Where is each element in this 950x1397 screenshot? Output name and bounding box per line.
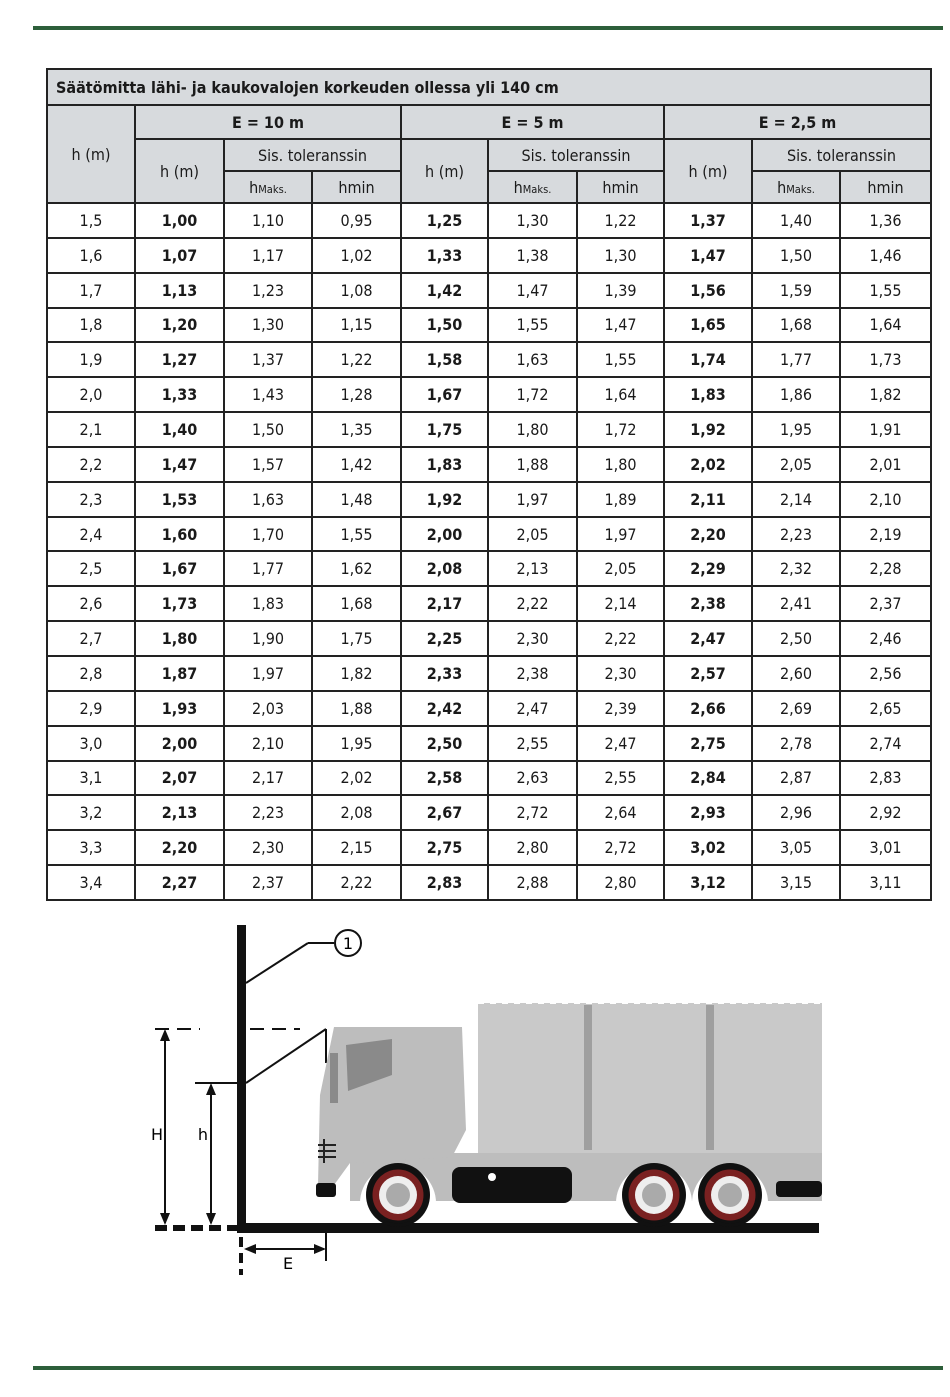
aim-height-value: 1,07 (135, 238, 224, 273)
hmin-value: 2,08 (312, 795, 401, 830)
aim-height-value: 1,20 (135, 308, 224, 343)
table-row (47, 726, 931, 761)
tolerance-header: Sis. toleranssin (752, 139, 931, 171)
E-arrow-left (244, 1244, 256, 1254)
aim-height-value: 1,67 (135, 551, 224, 586)
aim-height-value: 2,75 (401, 830, 488, 865)
hmax-value: 2,88 (488, 865, 577, 900)
row-h-value: 3,1 (47, 761, 135, 796)
hmax-value: 1,72 (488, 377, 577, 412)
table-row (47, 621, 931, 656)
aim-height-value: 1,83 (401, 447, 488, 482)
hmin-value: 1,72 (577, 412, 664, 447)
hmin-value: 1,82 (312, 656, 401, 691)
hmin-value: 1,28 (312, 377, 401, 412)
hmin-value: 1,55 (312, 517, 401, 552)
table-row (47, 586, 931, 621)
aim-height-value: 2,50 (401, 726, 488, 761)
h-arrow-bottom (206, 1213, 216, 1225)
aim-height-value: 2,17 (401, 586, 488, 621)
hmin-value: 0,95 (312, 203, 401, 238)
aim-height-value: 1,33 (401, 238, 488, 273)
hmin-value: 2,64 (577, 795, 664, 830)
hmax-value: 1,30 (488, 203, 577, 238)
row-h-value: 1,7 (47, 273, 135, 308)
hmax-value: 2,60 (752, 656, 840, 691)
table-row (47, 761, 931, 796)
hmin-value: 2,22 (312, 865, 401, 900)
hmax-value: 2,13 (488, 551, 577, 586)
group-e25-header: E = 2,5 m (664, 105, 931, 139)
rear-wheel (698, 1163, 762, 1227)
hmin-value: 2,22 (577, 621, 664, 656)
aim-height-value: 1,00 (135, 203, 224, 238)
row-h-value: 2,0 (47, 377, 135, 412)
aim-height-value: 2,02 (664, 447, 752, 482)
aim-height-value: 1,33 (135, 377, 224, 412)
aim-height-value: 2,25 (401, 621, 488, 656)
rear-bumper (776, 1181, 822, 1197)
aim-height-value: 1,53 (135, 482, 224, 517)
hmin-value: 2,72 (577, 830, 664, 865)
aim-height-value: 1,13 (135, 273, 224, 308)
table-row (47, 412, 931, 447)
table-row (47, 691, 931, 726)
hmin-value: 2,10 (840, 482, 931, 517)
truck-cargo-box (478, 1003, 822, 1153)
H-arrow-bottom (160, 1213, 170, 1225)
bottom-rule (33, 1366, 943, 1370)
hmax-header: hMaks. (488, 171, 577, 203)
hmax-value: 2,30 (488, 621, 577, 656)
hmax-value: 2,17 (224, 761, 312, 796)
hmin-value: 1,35 (312, 412, 401, 447)
aim-height-value: 2,20 (135, 830, 224, 865)
fuel-cap (488, 1173, 496, 1181)
hmin-value: 2,56 (840, 656, 931, 691)
row-h-value: 3,0 (47, 726, 135, 761)
row-h-value: 2,9 (47, 691, 135, 726)
hmax-value: 1,30 (224, 308, 312, 343)
hmin-value: 1,55 (577, 342, 664, 377)
hmax-value: 1,10 (224, 203, 312, 238)
aim-height-table (46, 68, 932, 901)
hmin-value: 2,01 (840, 447, 931, 482)
hmax-value: 1,59 (752, 273, 840, 308)
aim-height-value: 2,57 (664, 656, 752, 691)
hmax-value: 1,90 (224, 621, 312, 656)
front-bumper (316, 1183, 336, 1197)
hmin-value: 1,30 (577, 238, 664, 273)
aim-height-value: 1,73 (135, 586, 224, 621)
hmax-value: 2,63 (488, 761, 577, 796)
aim-height-value: 2,75 (664, 726, 752, 761)
row-h-value: 3,2 (47, 795, 135, 830)
aim-height-value: 1,56 (664, 273, 752, 308)
table-row (47, 308, 931, 343)
row-h-value: 2,6 (47, 586, 135, 621)
aim-height-value: 2,67 (401, 795, 488, 830)
hmin-value: 1,02 (312, 238, 401, 273)
hmax-value: 1,88 (488, 447, 577, 482)
table-row (47, 447, 931, 482)
hmin-value: 1,08 (312, 273, 401, 308)
hmin-value: 2,30 (577, 656, 664, 691)
table-body (47, 203, 931, 900)
E-label: E (282, 1254, 294, 1273)
cargo-rib (706, 1005, 714, 1150)
aim-height-value: 2,93 (664, 795, 752, 830)
aim-height-value: 1,67 (401, 377, 488, 412)
aim-height-value: 1,80 (135, 621, 224, 656)
hmax-value: 2,55 (488, 726, 577, 761)
hmax-value: 1,77 (752, 342, 840, 377)
hmax-value: 2,03 (224, 691, 312, 726)
hmax-value: 1,50 (224, 412, 312, 447)
hmin-value: 1,82 (840, 377, 931, 412)
hmax-value: 1,63 (488, 342, 577, 377)
hmin-value: 1,62 (312, 551, 401, 586)
aim-height-value: 2,42 (401, 691, 488, 726)
hmin-value: 2,74 (840, 726, 931, 761)
headlight-aim-diagram (0, 905, 950, 1285)
hmax-value: 1,55 (488, 308, 577, 343)
aim-height-value: 1,47 (135, 447, 224, 482)
row-h-value: 1,8 (47, 308, 135, 343)
row-h-value: 2,1 (47, 412, 135, 447)
aim-height-value: 2,66 (664, 691, 752, 726)
aim-height-value: 2,84 (664, 761, 752, 796)
group-e10-header: E = 10 m (135, 105, 401, 139)
table-row (47, 865, 931, 900)
hmax-value: 1,50 (752, 238, 840, 273)
aim-height-value: 1,37 (664, 203, 752, 238)
hmax-value: 1,80 (488, 412, 577, 447)
hmax-value: 2,05 (488, 517, 577, 552)
hmin-value: 3,01 (840, 830, 931, 865)
aim-height-value: 1,87 (135, 656, 224, 691)
table-row (47, 551, 931, 586)
aim-height-value: 2,27 (135, 865, 224, 900)
hmax-value: 2,10 (224, 726, 312, 761)
front-wheel (366, 1163, 430, 1227)
hmax-value: 2,22 (488, 586, 577, 621)
hmin-value: 2,37 (840, 586, 931, 621)
row-h-value: 3,4 (47, 865, 135, 900)
hmax-value: 3,15 (752, 865, 840, 900)
rear-wheel (622, 1163, 686, 1227)
row-h-value: 1,9 (47, 342, 135, 377)
hmin-value: 1,88 (312, 691, 401, 726)
hmax-value: 1,97 (488, 482, 577, 517)
table-row (47, 203, 931, 238)
cargo-rib (584, 1005, 592, 1150)
tolerance-header: Sis. toleranssin (224, 139, 401, 171)
hmax-value: 2,30 (224, 830, 312, 865)
table-row (47, 795, 931, 830)
E-arrow-right (314, 1244, 326, 1254)
hmax-value: 3,05 (752, 830, 840, 865)
aim-height-value: 1,93 (135, 691, 224, 726)
hmin-value: 2,46 (840, 621, 931, 656)
hmin-value: 1,42 (312, 447, 401, 482)
aim-height-value: 1,25 (401, 203, 488, 238)
hmin-value: 1,75 (312, 621, 401, 656)
hmin-value: 1,36 (840, 203, 931, 238)
hmin-value: 2,14 (577, 586, 664, 621)
table-row (47, 238, 931, 273)
hmin-header: hmin (840, 171, 931, 203)
table-row (47, 517, 931, 552)
aim-height-value: 1,50 (401, 308, 488, 343)
aim-height-value: 1,75 (401, 412, 488, 447)
aim-height-value: 1,92 (664, 412, 752, 447)
h-arrow-top (206, 1083, 216, 1095)
table-row (47, 656, 931, 691)
sub-h-header: h (m) (135, 139, 224, 203)
hmin-value: 2,83 (840, 761, 931, 796)
hmin-value: 1,22 (312, 342, 401, 377)
callout-leader (246, 943, 308, 983)
H-label: H (150, 1125, 164, 1144)
row-h-value: 2,2 (47, 447, 135, 482)
row-h-value: 2,5 (47, 551, 135, 586)
aim-height-value: 2,83 (401, 865, 488, 900)
hmin-value: 2,47 (577, 726, 664, 761)
aim-height-value: 1,60 (135, 517, 224, 552)
hmax-value: 1,43 (224, 377, 312, 412)
row-h-value: 3,3 (47, 830, 135, 865)
aim-height-value: 2,00 (401, 517, 488, 552)
aim-height-value: 2,11 (664, 482, 752, 517)
hmin-value: 1,46 (840, 238, 931, 273)
aim-height-value: 2,47 (664, 621, 752, 656)
hmin-value: 3,11 (840, 865, 931, 900)
table-row (47, 273, 931, 308)
table-row (47, 482, 931, 517)
aim-height-value: 1,74 (664, 342, 752, 377)
aim-height-value: 2,33 (401, 656, 488, 691)
hmin-value: 1,73 (840, 342, 931, 377)
hmax-value: 1,83 (224, 586, 312, 621)
hmax-value: 2,23 (752, 517, 840, 552)
hmin-value: 1,55 (840, 273, 931, 308)
aim-height-value: 1,83 (664, 377, 752, 412)
hmax-value: 2,37 (224, 865, 312, 900)
hmax-value: 2,72 (488, 795, 577, 830)
hmax-value: 1,17 (224, 238, 312, 273)
row-h-value: 2,3 (47, 482, 135, 517)
h-label: h (197, 1125, 209, 1144)
hmax-value: 1,68 (752, 308, 840, 343)
headlight-beam (246, 1029, 326, 1083)
hmin-header: hmin (577, 171, 664, 203)
hmin-value: 1,48 (312, 482, 401, 517)
hmax-value: 1,57 (224, 447, 312, 482)
hmax-value: 1,95 (752, 412, 840, 447)
aim-height-value: 2,00 (135, 726, 224, 761)
hmax-value: 1,77 (224, 551, 312, 586)
hmin-value: 2,15 (312, 830, 401, 865)
group-e5-header: E = 5 m (401, 105, 664, 139)
hmin-value: 2,55 (577, 761, 664, 796)
hmin-value: 2,02 (312, 761, 401, 796)
row-h-value: 2,7 (47, 621, 135, 656)
hmax-value: 1,86 (752, 377, 840, 412)
table-row (47, 342, 931, 377)
hmin-value: 2,92 (840, 795, 931, 830)
sub-h-header: h (m) (664, 139, 752, 203)
aim-height-value: 1,58 (401, 342, 488, 377)
aim-screen (237, 925, 246, 1232)
hmin-value: 2,05 (577, 551, 664, 586)
hmax-value: 2,87 (752, 761, 840, 796)
aim-height-value: 2,29 (664, 551, 752, 586)
hmin-header: hmin (312, 171, 401, 203)
aim-height-value: 2,08 (401, 551, 488, 586)
table-title: Säätömitta lähi- ja kaukovalojen korkeuden ollessa yli 140 cm (47, 69, 931, 105)
row-h-value: 2,8 (47, 656, 135, 691)
hmax-value: 2,50 (752, 621, 840, 656)
hmax-value: 2,23 (224, 795, 312, 830)
table-row (47, 377, 931, 412)
hmax-value: 1,37 (224, 342, 312, 377)
aim-height-value: 2,58 (401, 761, 488, 796)
hmin-value: 1,68 (312, 586, 401, 621)
aim-height-value: 1,92 (401, 482, 488, 517)
row-h-value: 1,6 (47, 238, 135, 273)
aim-height-value: 3,12 (664, 865, 752, 900)
hmin-value: 2,39 (577, 691, 664, 726)
truck-illustration (316, 1003, 822, 1227)
fuel-tank (452, 1167, 572, 1203)
hmin-value: 2,28 (840, 551, 931, 586)
hmin-value: 1,47 (577, 308, 664, 343)
hmin-value: 1,80 (577, 447, 664, 482)
hmin-value: 1,64 (840, 308, 931, 343)
callout-number: 1 (342, 934, 354, 953)
aim-height-value: 1,65 (664, 308, 752, 343)
hmax-value: 2,38 (488, 656, 577, 691)
hmin-value: 1,64 (577, 377, 664, 412)
aim-height-value: 1,27 (135, 342, 224, 377)
aim-height-value: 2,13 (135, 795, 224, 830)
hmin-value: 2,80 (577, 865, 664, 900)
tolerance-header: Sis. toleranssin (488, 139, 664, 171)
hmin-value: 1,15 (312, 308, 401, 343)
hmax-value: 1,47 (488, 273, 577, 308)
aim-height-value: 2,07 (135, 761, 224, 796)
hmin-value: 1,91 (840, 412, 931, 447)
aim-height-value: 1,42 (401, 273, 488, 308)
hmax-header: hMaks. (752, 171, 840, 203)
hmin-value: 1,97 (577, 517, 664, 552)
sub-h-header: h (m) (401, 139, 488, 203)
row-h-value: 2,4 (47, 517, 135, 552)
H-arrow-top (160, 1029, 170, 1041)
hmax-value: 1,38 (488, 238, 577, 273)
hmax-header: hMaks. (224, 171, 312, 203)
hmin-value: 1,22 (577, 203, 664, 238)
hmin-value: 1,89 (577, 482, 664, 517)
hmax-value: 2,47 (488, 691, 577, 726)
top-rule (33, 26, 943, 30)
hmin-value: 1,95 (312, 726, 401, 761)
hmax-value: 2,96 (752, 795, 840, 830)
hmax-value: 2,78 (752, 726, 840, 761)
hmax-value: 1,23 (224, 273, 312, 308)
hmin-value: 1,39 (577, 273, 664, 308)
hmax-value: 1,40 (752, 203, 840, 238)
hmin-value: 2,19 (840, 517, 931, 552)
hmax-value: 2,14 (752, 482, 840, 517)
aim-height-value: 3,02 (664, 830, 752, 865)
hmax-value: 1,63 (224, 482, 312, 517)
hmax-value: 2,05 (752, 447, 840, 482)
aim-height-value: 2,38 (664, 586, 752, 621)
hmin-value: 2,65 (840, 691, 931, 726)
row-h-value: 1,5 (47, 203, 135, 238)
aim-height-value: 1,40 (135, 412, 224, 447)
hmax-value: 2,80 (488, 830, 577, 865)
hmax-value: 1,97 (224, 656, 312, 691)
aim-height-value: 1,47 (664, 238, 752, 273)
hmax-value: 1,70 (224, 517, 312, 552)
cab-mirror (330, 1053, 338, 1103)
table-row (47, 830, 931, 865)
hmax-value: 2,41 (752, 586, 840, 621)
col-h-header: h (m) (47, 105, 135, 203)
aim-height-value: 2,20 (664, 517, 752, 552)
hmax-value: 2,32 (752, 551, 840, 586)
hmax-value: 2,69 (752, 691, 840, 726)
